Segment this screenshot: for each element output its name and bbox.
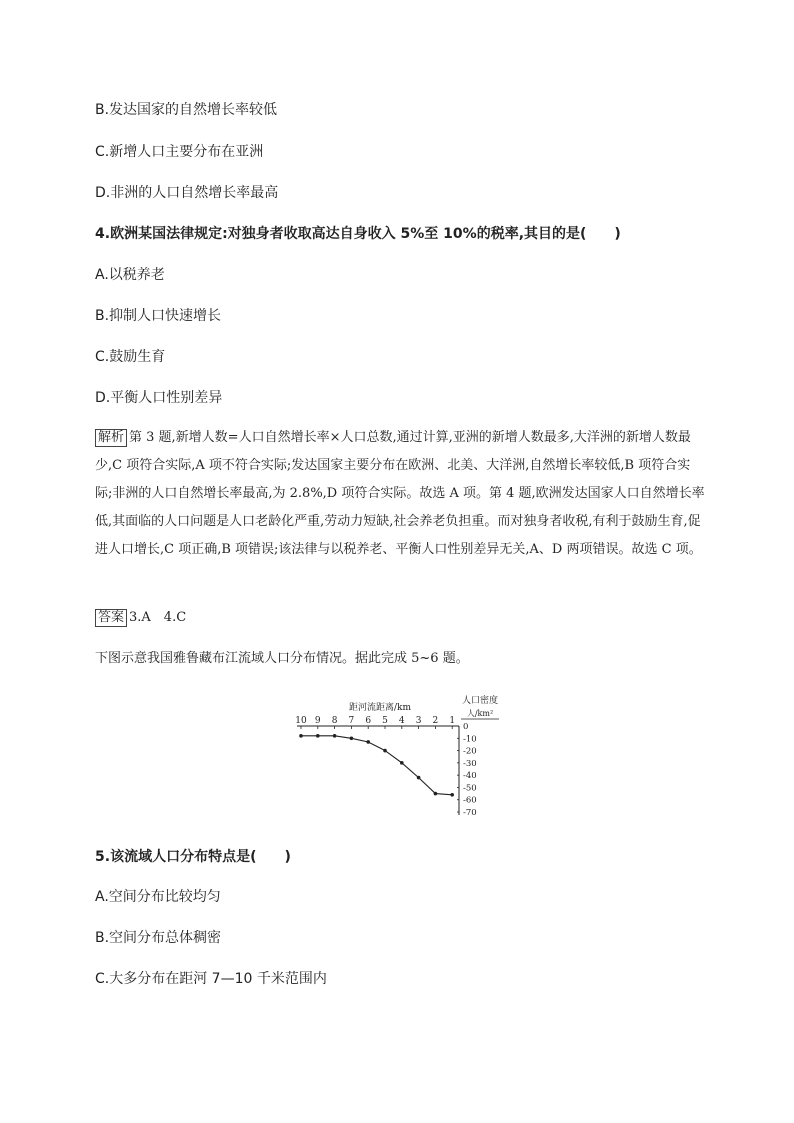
- chart-data-point: [350, 736, 354, 740]
- chart-y-ticks: [457, 722, 477, 818]
- q3-option-c: C.新增人口主要分布在亚洲: [95, 144, 264, 160]
- q3-option-d: D.非洲的人口自然增长率最高: [95, 185, 279, 201]
- q4-option-d: D.平衡人口性别差异: [95, 390, 223, 406]
- question-4-stem: .欧洲某国法律规定:对独身者收取高达自身收入 5%至 10%的税率,其目的是( ): [104, 226, 621, 242]
- answer-line: [95, 608, 186, 627]
- analysis-text: 第 3 题,新增人数=人口自然增长率×人口总数,通过计算,亚洲的新增人数最多,大洋洲的新增人数最少,C 项符合实际,A 项不符合实际;发达国家主要分布在欧洲、北美、大洋洲,自然增长率较低,B 项符合实际;非洲的人口自然增长率最高,为 2.8%,D 项符合实际。故选 A 项。第 4 题,欧洲发达国家人口自然增长率低,其面临的人口问题是人口老龄化严重,劳动力短缺,社会养老负担重。而对独身者收税,有利于鼓励生育,促进人口增长,C 项正确,B 项错误;该法律与以税养老、平衡人口性别差异无关,A、D 两项错误。故选 C 项。: [95, 430, 705, 557]
- chart-x-tick-label: 3: [415, 716, 422, 726]
- chart-x-tick-label: 10: [295, 716, 307, 726]
- analysis-tag: 解析: [95, 429, 127, 447]
- chart-data-point: [299, 734, 303, 738]
- chart-ylabel-2: 人/km²: [466, 709, 494, 718]
- question-5: [95, 848, 291, 866]
- question-5-number: 5: [95, 849, 105, 865]
- chart-y-tick-label: 0: [463, 722, 469, 732]
- chart-x-tick-label: 4: [398, 716, 405, 726]
- chart-data-point: [417, 776, 421, 780]
- chart-data-point: [450, 793, 454, 797]
- question-4: [95, 225, 621, 243]
- chart-y-tick-label: -10: [463, 734, 477, 745]
- chart-x-ticks: [295, 716, 455, 729]
- analysis-block: [95, 424, 705, 564]
- chart-x-tick-label: 8: [331, 716, 338, 726]
- chart-data-point: [333, 734, 337, 738]
- chart-y-tick-label: -60: [463, 795, 477, 806]
- chart-series-line: [301, 736, 452, 795]
- chart-x-tick-label: 2: [432, 716, 439, 726]
- chart-x-tick-label: 7: [348, 716, 355, 726]
- chart-data-point: [400, 761, 404, 765]
- figure-intro: 下图示意我国雅鲁藏布江流域人口分布情况。据此完成 5~6 题。: [95, 651, 469, 666]
- chart-data-point: [316, 734, 320, 738]
- population-density-chart: [285, 688, 515, 823]
- chart-y-tick-label: -40: [463, 771, 477, 782]
- question-4-number: 4: [95, 226, 105, 242]
- chart-x-tick-label: 1: [449, 716, 456, 726]
- answer-tag: 答案: [95, 609, 127, 627]
- answer-text: 3.A 4.C: [129, 610, 187, 625]
- q4-option-c: C.鼓励生育: [95, 349, 166, 365]
- chart-xlabel: 距河流距离/km: [348, 703, 412, 713]
- chart-x-tick-label: 6: [365, 716, 372, 726]
- chart-data-point: [366, 740, 370, 744]
- chart-x-tick-label: 9: [314, 716, 321, 726]
- chart-y-tick-label: -30: [463, 758, 477, 769]
- chart-y-tick-label: -50: [463, 783, 477, 794]
- question-5-stem: .该流域人口分布特点是( ): [104, 849, 291, 865]
- chart-points: [299, 734, 454, 797]
- q4-option-a: A.以税养老: [95, 267, 165, 283]
- q3-option-b: B.发达国家的自然增长率较低: [95, 102, 278, 118]
- chart-y-tick-label: -20: [463, 746, 477, 757]
- chart-data-point: [383, 749, 387, 753]
- chart-data-point: [434, 792, 438, 796]
- chart-y-tick-label: -70: [463, 808, 477, 818]
- q4-option-b: B.抑制人口快速增长: [95, 308, 222, 324]
- chart-x-tick-label: 5: [382, 716, 388, 726]
- q5-option-b: B.空间分布总体稠密: [95, 930, 222, 946]
- q5-option-a: A.空间分布比较均匀: [95, 889, 221, 905]
- q5-option-c: C.大多分布在距河 7—10 千米范围内: [95, 971, 327, 987]
- chart-ylabel-1: 人口密度: [461, 696, 499, 706]
